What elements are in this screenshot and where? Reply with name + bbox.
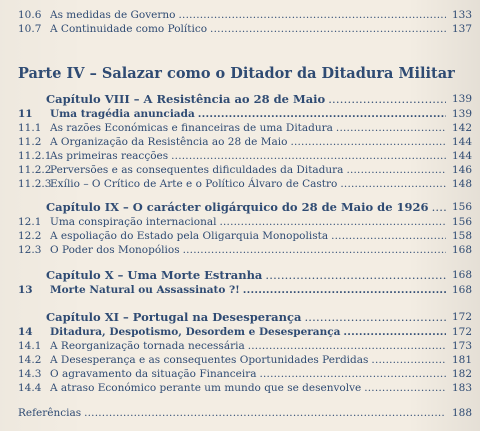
section-number: 11.2.2 xyxy=(18,164,52,176)
section-number: 11.2 xyxy=(18,136,42,148)
toc-row xyxy=(0,283,480,297)
section-title: A Organização da Resistência ao 28 de Maio ..... xyxy=(50,135,446,149)
page-number: 146 xyxy=(451,164,472,176)
page-number: 144 xyxy=(451,150,472,162)
chapter-row xyxy=(0,92,480,106)
toc-row xyxy=(0,229,480,243)
toc-row xyxy=(0,367,480,381)
page-number: 173 xyxy=(451,340,472,352)
toc-row xyxy=(0,215,480,229)
page-number: 139 xyxy=(451,108,472,120)
toc-row xyxy=(0,121,480,135)
section-title: Perversões e as consequentes dificuldades da Ditadura ..... xyxy=(50,163,446,177)
toc-row xyxy=(0,177,480,191)
section-number: 12.3 xyxy=(18,244,42,256)
section-title: O agravamento da situação Financeira ..... xyxy=(50,367,446,381)
page-number: 182 xyxy=(451,368,472,380)
page-number: 168 xyxy=(451,244,472,256)
page-number: 158 xyxy=(451,230,472,242)
toc-row xyxy=(0,22,480,36)
page-number: 188 xyxy=(451,407,472,419)
section-title: A espoliação do Estado pela Oligarquia Monopolista ..... xyxy=(50,229,446,243)
section-number: 14 xyxy=(18,326,33,338)
toc-row xyxy=(0,107,480,121)
page-number: 144 xyxy=(451,136,472,148)
section-title: As medidas de Governo ..... xyxy=(50,8,446,22)
page-number: 168 xyxy=(451,269,472,281)
section-title: Morte Natural ou Assassinato ?! ..... xyxy=(50,283,446,297)
references-row xyxy=(0,406,480,420)
toc-row xyxy=(0,381,480,395)
chapter-row xyxy=(0,200,480,214)
section-title: A atraso Económico perante um mundo que se desenvolve ..... xyxy=(50,381,446,395)
chapter-row xyxy=(0,310,480,324)
toc-row xyxy=(0,339,480,353)
toc-row xyxy=(0,135,480,149)
page-number: 168 xyxy=(451,284,472,296)
section-number: 14.1 xyxy=(18,340,42,352)
toc-row xyxy=(0,243,480,257)
page-number: 172 xyxy=(451,326,472,338)
section-number: 10.7 xyxy=(18,23,42,35)
section-number: 11.2.3 xyxy=(18,178,52,190)
chapter-title: Capítulo XI – Portugal na Desesperança ..... xyxy=(46,310,446,324)
references-title: Referências ..... xyxy=(18,406,446,420)
page-number: 148 xyxy=(451,178,472,190)
page-number: 139 xyxy=(451,93,472,105)
page-number: 156 xyxy=(451,201,472,213)
toc-row xyxy=(0,163,480,177)
page-number: 142 xyxy=(451,122,472,134)
section-title: O Poder dos Monopólios ..... xyxy=(50,243,446,257)
section-title: As primeiras reacções ..... xyxy=(50,149,446,163)
section-title: As razões Económicas e financeiras de uma Ditadura ..... xyxy=(50,121,446,135)
section-number: 13 xyxy=(18,284,33,296)
section-number: 11.2.1 xyxy=(18,150,52,162)
section-number: 14.2 xyxy=(18,354,42,366)
page-number: 183 xyxy=(451,382,472,394)
page-number: 172 xyxy=(451,311,472,323)
section-number: 14.3 xyxy=(18,368,42,380)
toc-row xyxy=(0,353,480,367)
section-title: Uma conspiração internacional ..... xyxy=(50,215,446,229)
section-number: 11 xyxy=(18,108,33,120)
page-number: 137 xyxy=(451,23,472,35)
section-title: Uma tragédia anunciada ..... xyxy=(50,107,446,121)
chapter-row xyxy=(0,268,480,282)
chapter-title: Capítulo VIII – A Resistência ao 28 de Maio ..... xyxy=(46,92,446,106)
section-title: A Continuidade como Político ..... xyxy=(50,22,446,36)
section-number: 14.4 xyxy=(18,382,42,394)
chapter-title: Capítulo IX – O carácter oligárquico do 28 de Maio de 1926 ..... xyxy=(46,200,446,214)
chapter-title: Capítulo X – Uma Morte Estranha ..... xyxy=(46,268,446,282)
section-title: A Reorganização tornada necessária ..... xyxy=(50,339,446,353)
section-number: 12.1 xyxy=(18,216,42,228)
page-number: 133 xyxy=(451,9,472,21)
section-number: 10.6 xyxy=(18,9,42,21)
toc-row xyxy=(0,8,480,22)
part-title: Parte IV – Salazar como o Ditador da Ditadura Militar xyxy=(18,65,455,82)
page-number: 181 xyxy=(451,354,472,366)
section-title: Ditadura, Despotismo, Desordem e Desesperança ..... xyxy=(50,325,446,339)
section-title: Exílio – O Crítico de Arte e o Político Álvaro de Castro ..... xyxy=(50,177,446,191)
toc-row xyxy=(0,325,480,339)
page-number: 156 xyxy=(451,216,472,228)
toc-row xyxy=(0,149,480,163)
section-number: 11.1 xyxy=(18,122,42,134)
section-title: A Desesperança e as consequentes Oportunidades Perdidas ..... xyxy=(50,353,446,367)
section-number: 12.2 xyxy=(18,230,42,242)
